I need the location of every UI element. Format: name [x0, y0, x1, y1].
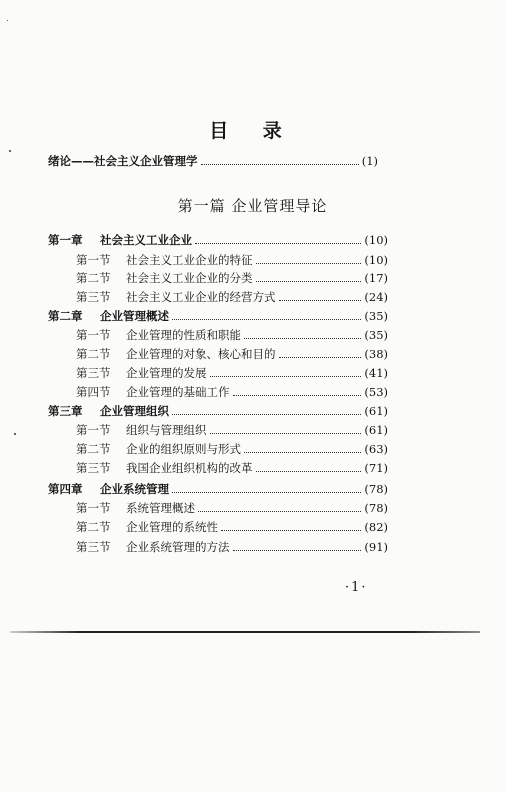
- chapter-label: 第四章: [48, 482, 83, 496]
- leader-dots: [210, 433, 362, 434]
- leader-dots: [172, 492, 361, 493]
- section-page: (38): [364, 347, 388, 361]
- section-label: 第三节: [76, 366, 111, 380]
- part-title: 第一篇 企业管理导论: [177, 197, 328, 215]
- intro-page: (1): [361, 154, 378, 168]
- section-entry: [76, 251, 388, 269]
- leader-dots: [233, 550, 362, 551]
- chapter-entry: [48, 231, 388, 249]
- section-page: (82): [364, 520, 388, 534]
- section-page: (78): [364, 501, 388, 515]
- section-label: 第三节: [76, 540, 111, 554]
- section-title: 社会主义工业企业的经营方式: [126, 290, 276, 304]
- section-page: (17): [364, 271, 388, 285]
- leader-dots: [221, 530, 361, 531]
- section-entry: [76, 383, 388, 401]
- leader-dots: [279, 357, 362, 358]
- section-title: 企业管理的发展: [126, 366, 207, 380]
- section-entry: [76, 421, 388, 439]
- section-page: (63): [364, 442, 388, 456]
- scan-speck: [7, 20, 8, 21]
- leader-dots: [244, 338, 361, 339]
- section-title: 系统管理概述: [126, 501, 195, 515]
- section-label: 第一节: [76, 253, 111, 267]
- leader-dots: [279, 300, 362, 301]
- scan-speck: [9, 150, 11, 152]
- leader-dots: [172, 319, 361, 320]
- scan-speck: [14, 433, 16, 435]
- toc-intro-entry: [48, 152, 378, 170]
- chapter-label: 第二章: [48, 309, 83, 323]
- section-page: (10): [364, 253, 388, 267]
- section-entry: [76, 326, 388, 344]
- section-label: 第四节: [76, 385, 111, 399]
- chapter-entry: [48, 402, 388, 420]
- section-title: 我国企业组织机构的改革: [126, 461, 253, 475]
- section-entry: [76, 440, 388, 458]
- section-label: 第一节: [76, 328, 111, 342]
- section-title: 企业管理的性质和职能: [126, 328, 241, 342]
- section-label: 第二节: [76, 271, 111, 285]
- section-page: (71): [364, 461, 388, 475]
- section-page: (91): [364, 540, 388, 554]
- section-title: 企业的组织原则与形式: [126, 442, 241, 456]
- chapter-page: (10): [364, 233, 388, 247]
- leader-dots: [233, 395, 362, 396]
- section-label: 第一节: [76, 501, 111, 515]
- chapter-page: (61): [364, 404, 388, 418]
- leader-dots: [172, 414, 361, 415]
- leader-dots: [244, 452, 361, 453]
- section-entry: [76, 345, 388, 363]
- leader-dots: [201, 164, 359, 165]
- chapter-title: 企业管理概述: [100, 309, 169, 323]
- chapter-title: 企业系统管理: [100, 482, 169, 496]
- section-label: 第三节: [76, 290, 111, 304]
- section-title: 社会主义工业企业的分类: [126, 271, 253, 285]
- section-entry: [76, 269, 388, 287]
- leader-dots: [195, 243, 361, 244]
- section-label: 第一节: [76, 423, 111, 437]
- section-label: 第三节: [76, 461, 111, 475]
- section-page: (35): [364, 328, 388, 342]
- page-number: ·1·: [345, 580, 368, 595]
- section-entry: [76, 364, 388, 382]
- section-page: (61): [364, 423, 388, 437]
- leader-dots: [256, 263, 362, 264]
- section-entry: [76, 459, 388, 477]
- section-label: 第二节: [76, 520, 111, 534]
- bottom-rule: [10, 631, 480, 633]
- intro-label: 绪论——: [48, 154, 94, 168]
- intro-title: 社会主义企业管理学: [94, 154, 198, 168]
- section-title: 组织与管理组织: [126, 423, 207, 437]
- leader-dots: [198, 511, 361, 512]
- chapter-title: 企业管理组织: [100, 404, 169, 418]
- section-title: 企业管理的对象、核心和目的: [126, 347, 276, 361]
- section-label: 第二节: [76, 442, 111, 456]
- section-title: 社会主义工业企业的特征: [126, 253, 253, 267]
- section-page: (24): [364, 290, 388, 304]
- chapter-label: 第三章: [48, 404, 83, 418]
- section-title: 企业管理的基础工作: [126, 385, 230, 399]
- leader-dots: [256, 471, 362, 472]
- section-page: (41): [364, 366, 388, 380]
- section-title: 企业系统管理的方法: [126, 540, 230, 554]
- leader-dots: [210, 376, 362, 377]
- section-entry: [76, 518, 388, 536]
- section-entry: [76, 499, 388, 517]
- section-entry: [76, 288, 388, 306]
- chapter-label: 第一章: [48, 233, 83, 247]
- leader-dots: [256, 281, 362, 282]
- chapter-page: (78): [364, 482, 388, 496]
- chapter-entry: [48, 480, 388, 498]
- section-page: (53): [364, 385, 388, 399]
- chapter-page: (35): [364, 309, 388, 323]
- chapter-title: 社会主义工业企业: [100, 233, 192, 247]
- section-title: 企业管理的系统性: [126, 520, 218, 534]
- section-label: 第二节: [76, 347, 111, 361]
- chapter-entry: [48, 307, 388, 325]
- section-entry: [76, 538, 388, 556]
- page-title: 目 录: [209, 120, 296, 142]
